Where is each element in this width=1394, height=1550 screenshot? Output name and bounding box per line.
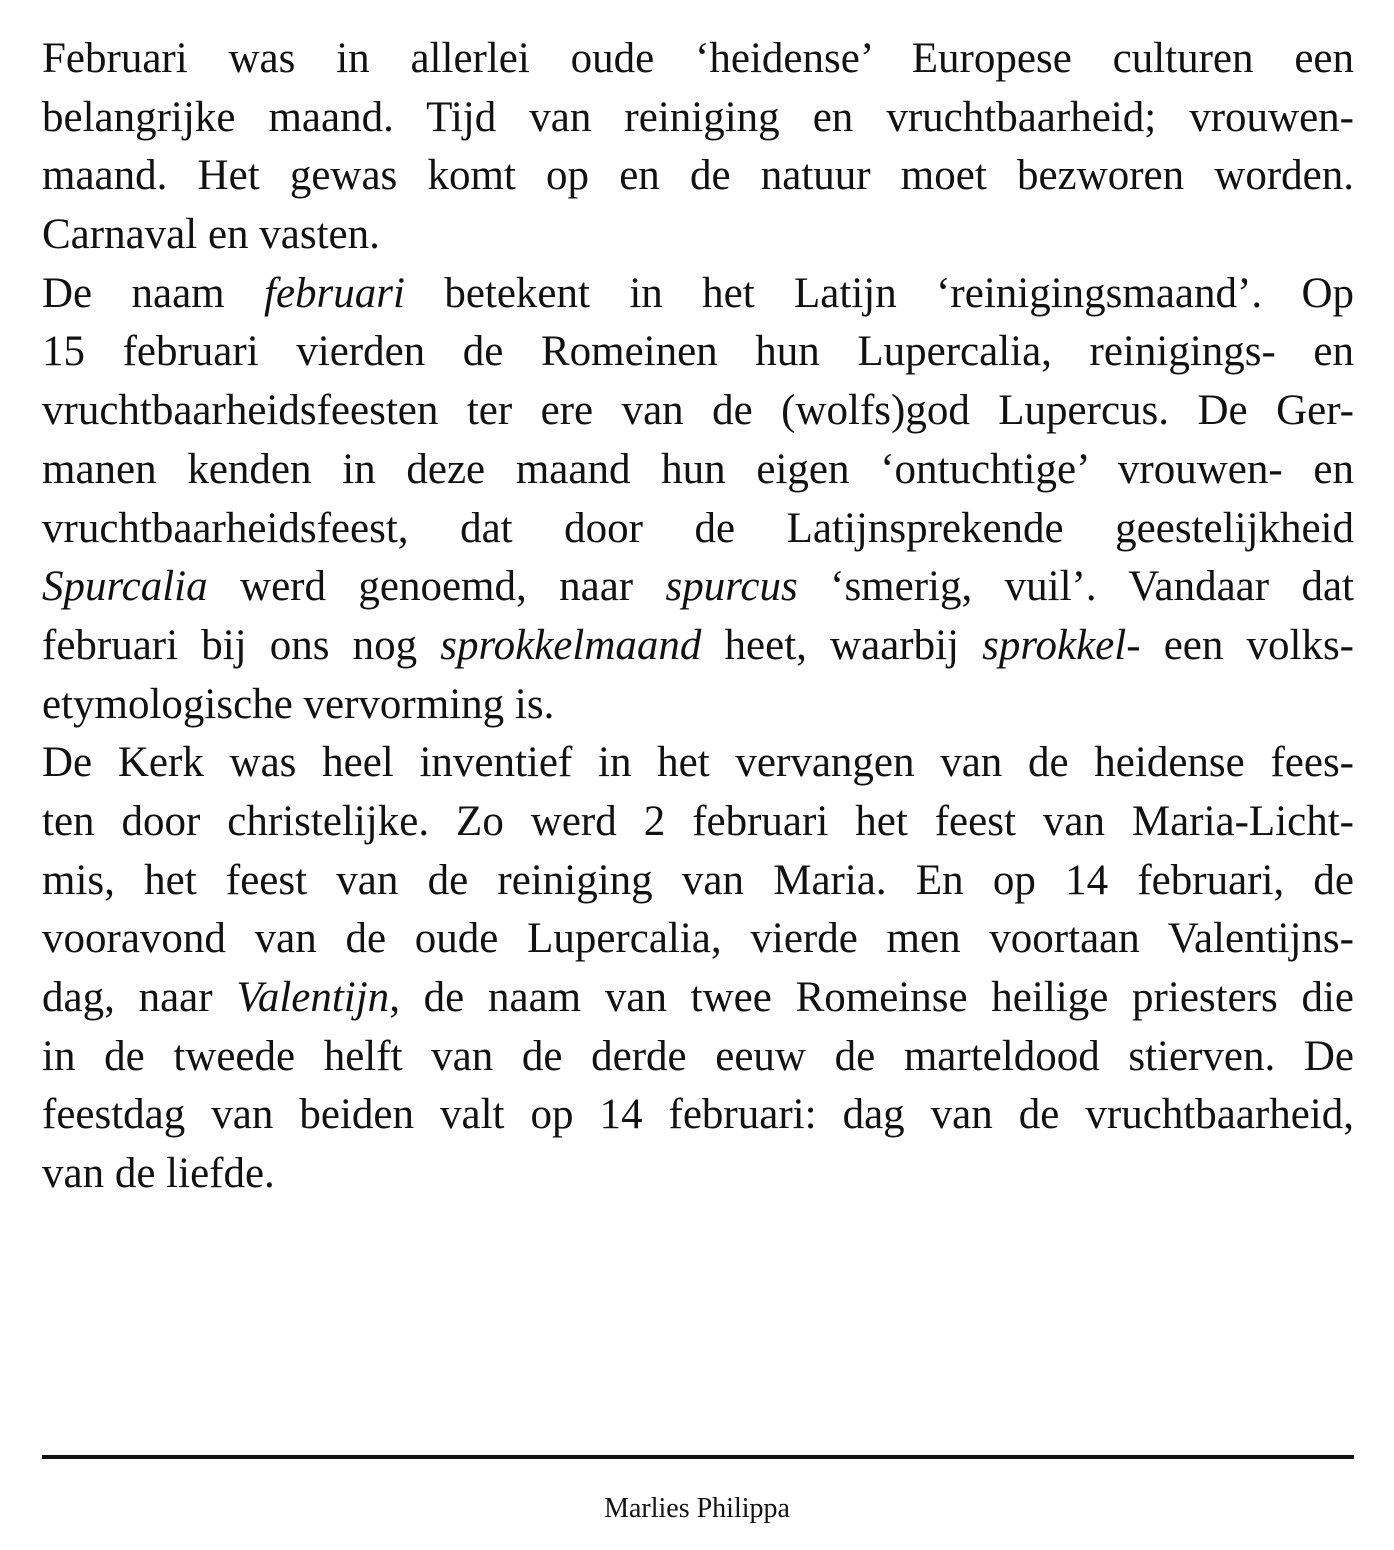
text-segment: vooravond van de oude Lupercalia, vierde men voortaan Valentijns- [42,915,1354,963]
text-line [42,206,1354,265]
text-line [42,558,1354,617]
article-body [42,30,1354,1204]
text-line [42,30,1354,89]
text-line [42,500,1354,559]
paragraph [42,734,1354,1204]
text-line [42,852,1354,911]
text-line [42,793,1354,852]
text-line [42,910,1354,969]
text-line [42,1028,1354,1087]
italic-term: februari [264,269,405,317]
text-segment: Februari was in allerlei oude ‘heidense’ Europese culturen een [42,35,1354,82]
text-segment: ten door christelijke. Zo werd 2 februari het feest van Maria-Licht- [42,797,1354,845]
text-line [42,676,1354,735]
text-line [42,323,1354,382]
text-segment: Carnaval en vasten. [42,211,380,259]
footer-rule [42,1455,1354,1459]
text-segment: van de liefde. [42,1150,275,1198]
text-line [42,617,1354,676]
text-segment: feestdag van beiden valt op 14 februari: dag van de vruchtbaarheid, [42,1091,1354,1139]
author-name: Marlies Philippa [604,1493,790,1524]
italic-term: sprokkelmaand [440,621,702,669]
text-segment: , de naam van twee Romeinse heilige priesters die [389,974,1355,1021]
text-segment: in de tweede helft van de derde eeuw de marteldood stierven. De [42,1032,1354,1080]
text-segment: De naam [42,269,264,317]
text-segment: manen kenden in deze maand hun eigen ‘ontuchtige’ vrouwen- en [42,445,1354,493]
text-line [42,969,1354,1028]
text-segment: ‘smerig, vuil’. Vandaar dat [797,563,1354,611]
text-line [42,265,1354,324]
text-line [42,1086,1354,1145]
italic-term: Valentijn [236,974,390,1021]
text-line [42,441,1354,500]
text-line [42,147,1354,206]
text-line [42,734,1354,793]
text-segment: mis, het feest van de reiniging van Maria. En op 14 februari, de [42,856,1354,904]
text-segment: dag, naar [42,974,237,1021]
text-line [42,89,1354,148]
text-segment: maand. Het gewas komt op en de natuur moet bezworen worden. [42,152,1354,200]
text-segment: heet, waarbij [701,621,983,669]
text-segment: belangrijke maand. Tijd van reiniging en vruchtbaarheid; vrouwen- [42,93,1354,141]
text-segment: 15 februari vierden de Romeinen hun Lupercalia, reinigings- en [42,328,1354,376]
paragraph [42,265,1354,735]
text-line [42,382,1354,441]
paragraph [42,30,1354,265]
text-segment: februari bij ons nog [42,621,441,669]
italic-term: sprokkel- [982,621,1141,669]
text-segment: vruchtbaarheidsfeest, dat door de Latijnsprekende geestelijkheid [42,504,1354,552]
text-segment: vruchtbaarheidsfeesten ter ere van de (wolfs)god Lupercus. De Ger- [42,387,1354,435]
text-line [42,1145,1354,1204]
text-segment: een volks- [1140,621,1354,669]
italic-term: Spurcalia [42,563,208,611]
text-segment: werd genoemd, naar [207,563,666,611]
text-segment: etymologische vervorming is. [42,680,555,728]
text-segment: De Kerk was heel inventief in het vervangen van de heidense fees- [42,739,1354,787]
italic-term: spurcus [665,563,798,611]
text-segment: betekent in het Latijn ‘reinigingsmaand’. Op [404,269,1355,317]
